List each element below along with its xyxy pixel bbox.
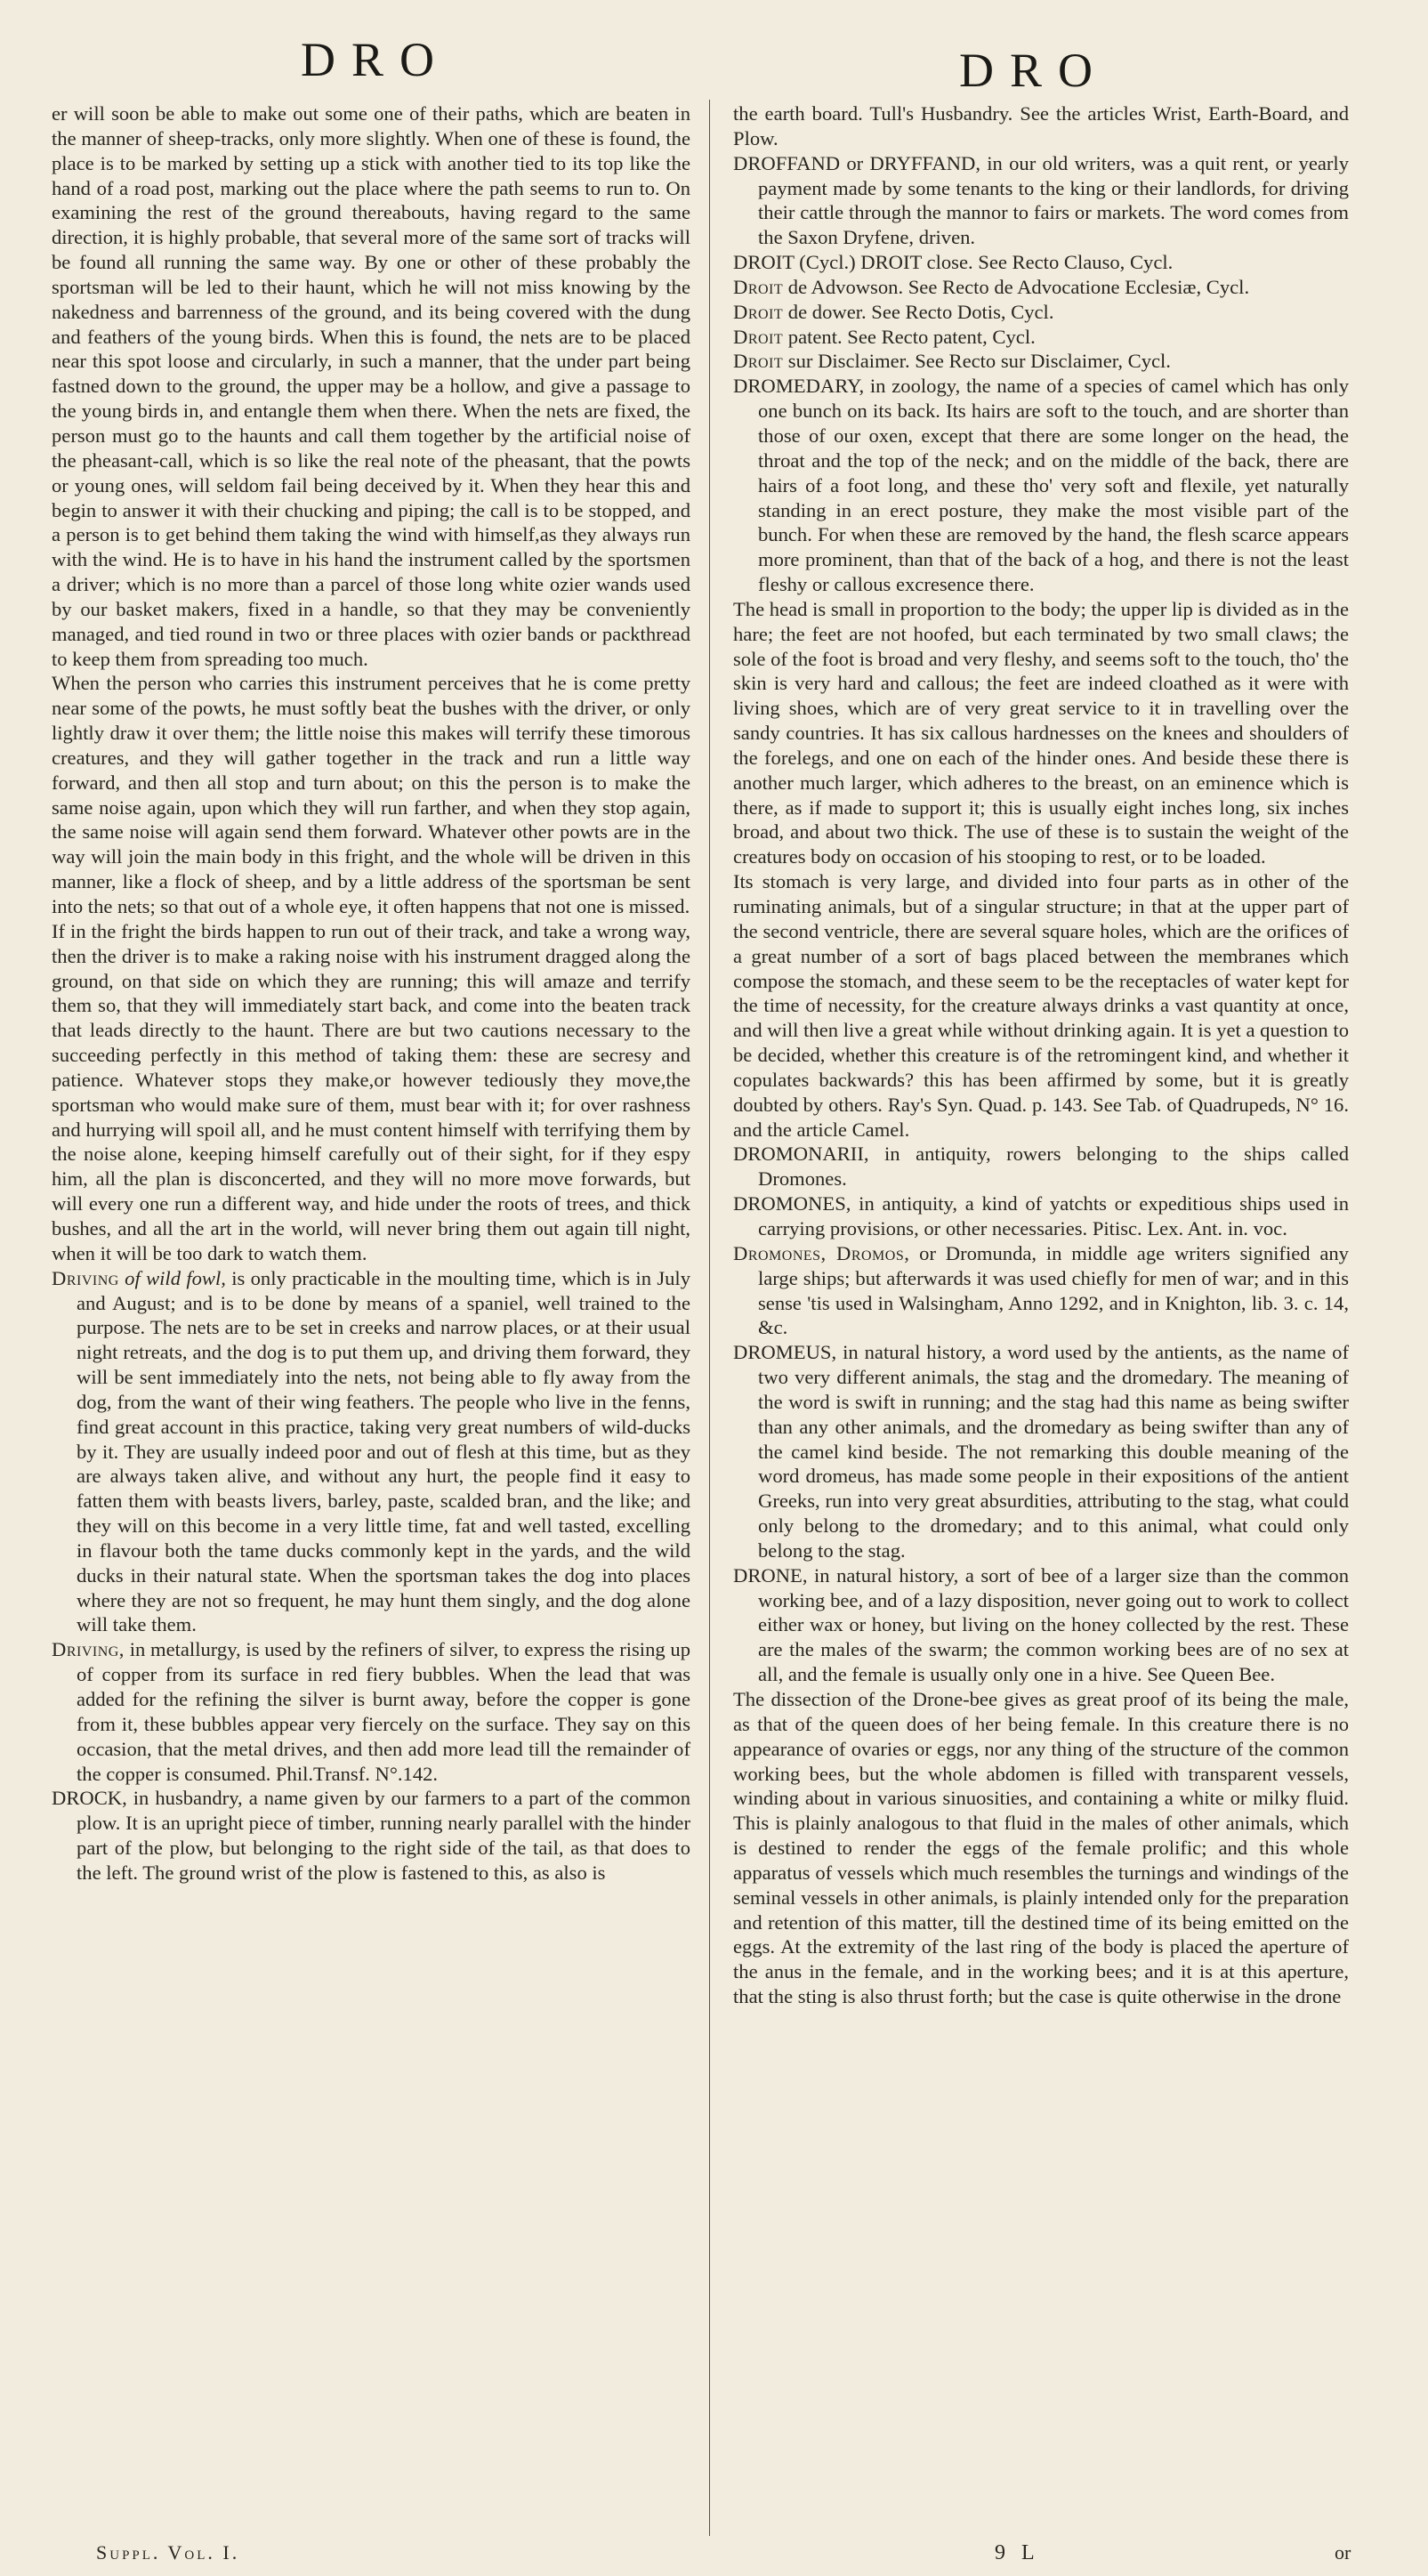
signature-mark: Suppl. Vol. I. xyxy=(96,2541,240,2564)
entry-droit-advowson xyxy=(733,275,1349,300)
entry-body: or Dromunda, in middle age writers signified any large ships; but afterwards it was used chiefly for men of war; and in this sense 'tis used in Walsingham, Anno 1292, and in Knighton, lib. 3. c. 14, &c. xyxy=(758,1241,1349,1339)
entry-headword: DROFFAND xyxy=(733,151,841,174)
entry-body: patent. See Recto patent, Cycl. xyxy=(783,325,1036,348)
paragraph: When the person who carries this instrument perceives that he is come pretty near some of the powts, he must softly beat the bushes with the driver, or only lightly draw it over them; the little noise this makes will terrify these timorous creatures, and they will gather together in the track and run a little way forward, and then all stop and turn about; on this the person is to make the same noise again, upon which they will run farther, and when they stop again, the same noise will again send them forward. Whatever other powts are in the way will join the main body in this fright, and the whole will be driven in this manner, like a flock of sheep, and by a little address of the sportsman be sent into the nets; so that out of a whole eye, it often happens that not one is missed. xyxy=(52,672,690,917)
entry-headword: Droit xyxy=(733,275,784,298)
paragraph: The head is small in proportion to the body; the upper lip is divided as in the hare; the feet are not hoofed, but each terminated by two small claws; the sole of the foot is broad and very fleshy, and seems soft to the touch, tho' the skin is very hard and callous; the feet are indeed cloathed as it were with living shoes, which are of very great service to it in travelling over the sandy countries. It has six callous hardnesses on the knees and shoulders of the forelegs, and one on each of the hinder ones. And beside these there is another much larger, which adheres to the breast, on an eminence which is there, as if made to support it; this is usually eight inches long, six inches broad, and about two thick. The use of these is to sustain the weight of the creatures body on occasion of his stooping to rest, or to be loaded. xyxy=(733,597,1349,868)
entry-body: or DRYFFAND, in our old writers, was a quit rent, or yearly payment made by some tenants to the king or their landlords, for driving their cattle through the mannor to fairs or markets. The word comes from the Saxon Dryfene, driven. xyxy=(758,151,1349,249)
entry-dromones xyxy=(733,1191,1349,1241)
entry-headword: DROMEDARY, xyxy=(733,375,865,398)
column-divider xyxy=(709,100,710,2536)
entry-headword: Droit xyxy=(733,350,784,373)
entry-body: de Advowson. See Recto de Advocatione Ecclesiæ, Cycl. xyxy=(783,275,1250,298)
entry-body: is only practicable in the moulting time, which is in July and August; and is to be done by means of a spaniel, well trained to the purpose. The nets are to be set in creeks and narrow places, or at their usual night retreats, and the dog is to put them up, and driving them forward, they will be sent immediately into the nets, not being able to fly away from the dog, from the want of their wing feathers. The people who live in the fenns, find great account in this practice, taking very great numbers of wild-ducks by it. They are usually indeed poor and out of flesh at this time, but as they are always taken alive, and without any hurt, the people find it easy to fatten them with beasts livers, barley, paste, scalded bran, and the like; and they will on this become in a very little time, fat and well tasted, excelling in flavour both the tame ducks commonly kept in the yards, and the wild ducks in their natural state. When the sportsman takes the dog into places where they are not so frequent, he may hunt them singly, and the dog alone will take them. xyxy=(77,1266,690,1636)
paragraph: The dissection of the Drone-bee gives as great proof of its being the male, as that of the queen does of her being female. In this creature there is no appearance of ovaries or eggs, nor any thing of the structure of the common working bees, but the whole abdomen is filled with transparent vessels, winding about in various sinuosities, and containing a white or milky fluid. This is plainly analogous to that fluid in the males of other animals, which is destined to render the eggs of the female prolific; and this whole apparatus of vessels which much resembles the turnings and windings of the seminal vessels in other animals, is plainly intended only for the preparation and retention of this matter, till the destined time of its being emitted on the eggs. At the extremity of the last ring of the body is placed the aperture of the anus in the female, and in the working bees; and it is at this aperture, that the sting is also thrust forth; but the case is quite otherwise in the drone xyxy=(733,1688,1349,2008)
entry-headword: DRONE, xyxy=(733,1563,808,1587)
left-column xyxy=(52,101,690,1886)
paragraph: Its stomach is very large, and divided into four parts as in other of the ruminating animals, but of a singular structure; in that at the upper part of the second ventricle, there are several square holes, which are the orifices of a great number of a sort of bags placed between the membranes which compose the stomach, and these seem to be the receptacles of water kept for the time of necessity, for the creature always drinks a vast quantity at once, and will then live a great while without drinking again. It is yet a question to be decided, whether this creature is of the retromingent kind, and whether it copulates backwards? this has been affirmed by some, but it is greatly doubted by others. Ray's Syn. Quad. p. 143. See Tab. of Quadrupeds, N° 16. and the article Camel. xyxy=(733,870,1349,1141)
entry-headword: DROCK, xyxy=(52,1787,127,1810)
entry-body: sur Disclaimer. See Recto sur Disclaimer, Cycl. xyxy=(783,350,1171,373)
entry-droit-disclaimer xyxy=(733,349,1349,374)
entry-headword: Dromones, Dromos, xyxy=(733,1241,910,1264)
entry-driving-wild-fowl xyxy=(52,1266,690,1638)
paragraph: er will soon be able to make out some one of their paths, which are beaten in the manner of sheep-tracks, only more slightly. When one of these is found, the place is to be marked by setting up a stick with another tied to its top like the hand of a road post, marking out the place where the path seems to run to. On examining the rest of the ground thereabouts, having regard to the same direction, it is highly probable, that several more of the same sort of tracks will be found all running the same way. By one or other of these probably the sportsman will be led to their haunt, which he will not miss knowing by the nakedness and barrenness of the ground, and its being covered with the dung and feathers of the young birds. When this is found, the nets are to be placed near this spot loose and circularly, in such a manner, that the under part being fastned down to the ground, the upper may be a hollow, and give a passage to the young birds in, and entangle them when there. When the nets are fixed, the person must go to the haunts and call them together by the artificial noise of the pheasant-call, which is so like the real note of the pheasant, that the powts or young ones, will seldom fail being deceived by it. When they hear this and begin to answer it with their chucking and piping; the call is to be stopped, and a person is to get behind them taking the wind with himself,as they always run with the wind. He is to have in his hand the instrument called by the sportsmen a driver; which is no more than a parcel of those long white ozier wands used by our basket makers, fixed in a handle, so that they may be conveniently managed, and tied round in two or three places with ozier bands or packthread to keep them from spreading too much. xyxy=(52,102,690,670)
entry-dromones-dromos xyxy=(733,1241,1349,1340)
entry-body: in antiquity, a kind of yatchts or expeditious ships used in carrying provisions, or other necessaries. Pitisc. Lex. Ant. in. voc. xyxy=(758,1192,1349,1240)
entry-headword: Driving, xyxy=(52,1638,125,1661)
entry-body: in zoology, the name of a species of camel which has only one bunch on its back. Its hairs are soft to the touch, and are shorter than those of our oxen, except that there are some longer on the head, the throat and the top of the neck; and on the middle of the back, there are hairs of a foot long, and these tho' very soft and flexile, yet naturally standing in an erect posture, they make the most visible part of the bunch. For when these are removed by the hand, the flesh scarce appears more prominent, than that of the back of a hog, and there is not the least fleshy or callous excresence there. xyxy=(758,375,1349,596)
running-head-right: DRO xyxy=(959,44,1109,97)
paragraph: the earth board. Tull's Husbandry. See the articles Wrist, Earth-Board, and Plow. xyxy=(733,102,1349,149)
entry-headword: Droit xyxy=(733,300,784,323)
entry-droit xyxy=(733,250,1349,275)
entry-body: in husbandry, a name given by our farmers to a part of the common plow. It is an upright piece of timber, running nearly parallel with the hinder part of the plow, but belonging to the right side of the tail, as that does to the left. The ground wrist of the plow is fastened to this, as also is xyxy=(77,1787,690,1884)
entry-drock xyxy=(52,1786,690,1885)
right-column xyxy=(733,101,1349,2009)
entry-body: de dower. See Recto Dotis, Cycl. xyxy=(783,300,1054,323)
entry-dromedary xyxy=(733,374,1349,597)
entry-dromeus xyxy=(733,1340,1349,1563)
entry-body: in metallurgy, is used by the refiners of silver, to express the rising up of copper from its surface in red fiery bubbles. When the lead that was added for the refining the silver is burnt away, before the copper is gone from it, these bubbles appear very fiercely on the surface. They say on this occasion, that the metal drives, and then add more lead till the remainder of the copper is consumed. Phil.Transf. N°.142. xyxy=(77,1638,690,1785)
entry-drone xyxy=(733,1563,1349,1687)
entry-headword: DROMONARII, xyxy=(733,1143,869,1166)
catchword: or xyxy=(1335,2541,1351,2564)
entry-driving-metallurgy xyxy=(52,1637,690,1786)
entry-body: in natural history, a sort of bee of a larger size than the common working bee, and of a lazy disposition, never going out to work to collect either wax or honey, but living on the honey collected by the rest. These are the males of the swarm; the common working bees are of no sex at all, and the female is usually only one in a hive. See Queen Bee. xyxy=(758,1563,1349,1686)
entry-headword: DROMEUS, xyxy=(733,1341,837,1364)
entry-subhead: of wild fowl, xyxy=(125,1266,226,1289)
entry-dromonarii xyxy=(733,1142,1349,1191)
sheet-number: 9 L xyxy=(995,2541,1040,2564)
paragraph: If in the fright the birds happen to run out of their track, and take a wrong way, then the driver is to make a raking noise with his instrument dragged along the ground, on that side on which they are running; this will amaze and terrify them so, that they will immediately start back, and come into the beaten track that leads directly to the haunt. There are but two cautions necessary to the succeeding perfectly in this method of taking them: these are secresy and patience. Whatever stops they make,or however tediously they move,the sportsman who would make sure of them, must bear with it; for over rashness and hurrying will spoil all, and he must content himself with terrifying them by the noise alone, keeping himself carefully out of their sight, for if they espy him, all the plan is disconcerted, and they will no more move forwards, but will every one run a different way, and hide under the roots of trees, and thick bushes, and all the art in the world, will never bring them out again till night, when it will be too dark to watch them. xyxy=(52,919,690,1264)
entry-headword: Driving xyxy=(52,1266,119,1289)
entry-droit-dower xyxy=(733,300,1349,325)
entry-headword: DROIT xyxy=(733,251,795,274)
entry-droit-patent xyxy=(733,325,1349,350)
entry-body: in natural history, a word used by the antients, as the name of two very different animals, the stag and the dromedary. The meaning of the word is swift in running; and the stag had this name as being swifter than any other animals, and the dromedary as being swifter than any of the camel kind beside. The not remarking this double meaning of the word dromeus, has made some people in their expositions of the antient Greeks, run into very great absurdities, attributing to the stag, what could only belong to the dromedary; and to this animal, what could only belong to the stag. xyxy=(758,1341,1349,1562)
entry-body: in antiquity, rowers belonging to the ships called Dromones. xyxy=(758,1143,1349,1191)
entry-droffand xyxy=(733,151,1349,250)
running-head-left: DRO xyxy=(301,33,451,86)
entry-body: (Cycl.) DROIT close. See Recto Clauso, Cycl. xyxy=(794,251,1174,274)
entry-headword: Droit xyxy=(733,325,784,348)
entry-headword: DROMONES, xyxy=(733,1192,851,1215)
